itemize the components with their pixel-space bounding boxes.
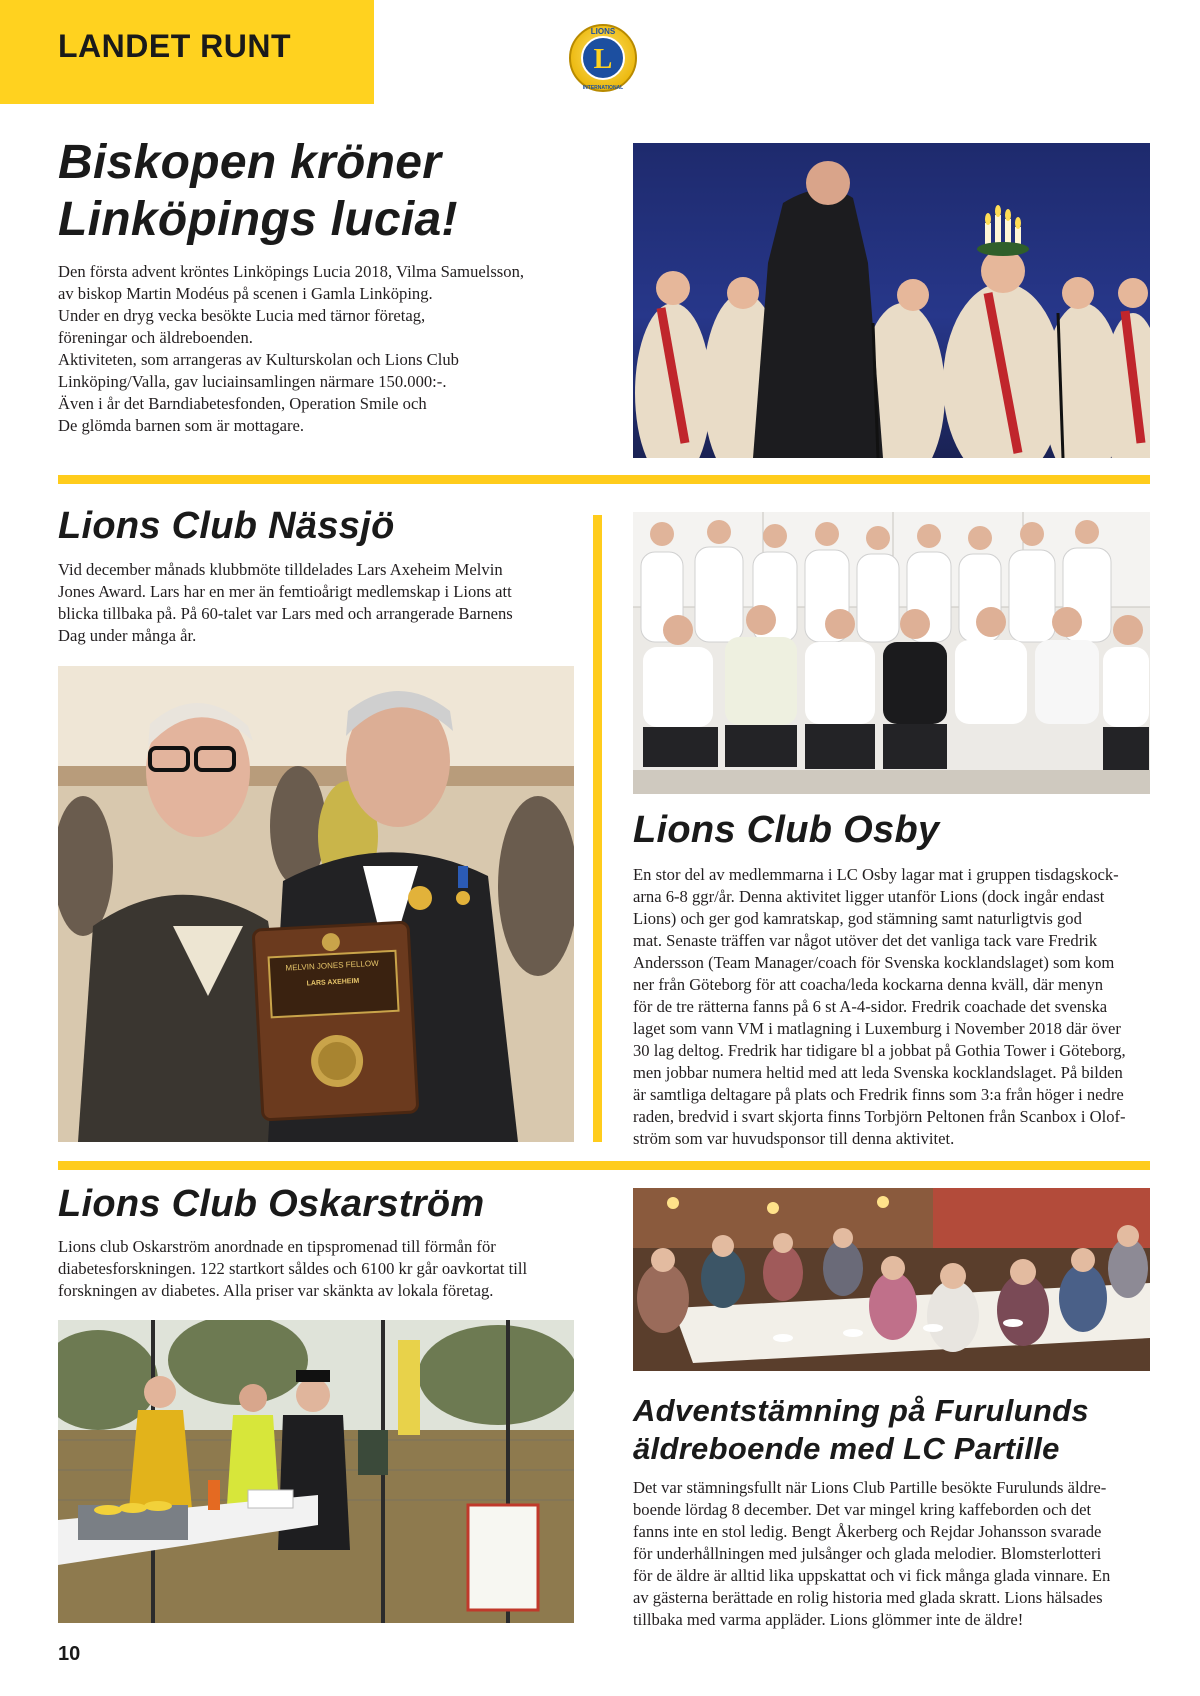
article-title-nassjo: Lions Club Nässjö [58,505,395,547]
lions-logo-icon [565,22,641,94]
svg-text:L: L [593,44,613,75]
article-body-nassjo: Vid december månads klubbmöte tilldelades Lars Axeheim Melvin Jones Award. Lars har en mer än femtioårigt medlemskap i Lions att blicka tillbaka på. På 60-talet var Lars med och arrangerade Barnens Dag under många år. [58,560,513,645]
plaque-name: LARS AXEHEIM [306,977,360,988]
section-label: LANDET RUNT [58,28,292,64]
article-title-oskarstrom: Lions Club Oskarström [58,1183,485,1225]
article-body-oskarstrom: Lions club Oskarström anordnade en tipspromenad till förmån för diabetesforskningen. 122 startkort såldes och 6100 kr går oavkortat till forskningen av diabetes. Alla priser var skänkta av lokala företag. [58,1237,528,1300]
melvin-jones-award-photo [58,666,574,1142]
article-title-lucia: Biskopen kröner Linköpings lucia! [58,136,458,246]
article-title-osby: Lions Club Osby [633,809,940,851]
tipspromenad-photo [58,1320,574,1623]
column-rule [593,515,602,1142]
lucia-crowning-photo [633,143,1150,458]
article-body-lucia: Den första advent kröntes Linköpings Lucia 2018, Vilma Samuelsson, av biskop Martin Modéus på scenen i Gamla Linköping. Under en dryg vecka besökte Lucia med tärnor företag, föreningar och äldreboenden. Aktiviteten, som arrangeras av Kulturskolan och Lions Club Linköping/Valla, gav luciainsamlingen närmare 150.000:-. Även i år det Barndiabetesfonden, Operation Smile och De glömda barnen som är mottagare. [58,262,525,435]
divider-rule [58,1161,1150,1170]
article-body-partille: Det var stämningsfullt när Lions Club Partille besökte Furulunds äldre- boende lördag 8 december. Det var mingel kring kaffeborden och det fanns inte en stol ledig. Bengt Åkerberg och Rejdar Johansson svarade för underhållningen med julsånger och glada melodier. Blomsterlotteri för de äldre är alltid lika uppskattat och vi fick många glada vinnare. En av gästerna berättade en rolig historia med glada skratt. Lions hälsades tillbaka med varma appläder. Lions glömmer inte de äldre! [633,1478,1111,1629]
osby-group-photo [633,512,1150,794]
logo-subtext: INTERNATIONAL [582,85,624,91]
article-body-osby: En stor del av medlemmarna i LC Osby lagar mat i gruppen tisdagskock- arna 6-8 ggr/år. Denna aktivitet ligger utanför Lions (dock ingår endast Lions) och ger god kamratskap, god stämning samt naturligtvis god mat. Senaste träffen var något utöver det det vanliga tack vare Fredrik Andersson (Team Manager/coach för Svenska kocklandslaget) som kom ner från Göteborg för att coacha/leda kockarna denna kväll, där menyn för de tre rätterna fanns på 6 st A-4-sidor. Fredrik coachade det svenska laget som vann VM i matlagning i Luxemburg i November 2018 där över 30 lag deltog. Fredrik har tidigare bl a jobbat på Gothia Tower i Göteborg, men jobbar numera heltid med att leda Svenska kocklandslaget. På bilden är samtliga deltagare på plats och Fredrik finns som 3:a från höger i nedre raden, bredvid i svart skjorta finns Torbjörn Peltonen från Scanbox i Olof- ström som var huvudsponsor till denna aktivitet. [633,865,1126,1148]
divider-rule [58,475,1150,484]
logo-text: LIONS [590,27,616,36]
plaque-title: MELVIN JONES FELLOW [285,958,379,973]
furulund-coffee-photo [633,1188,1150,1371]
page-number: 10 [58,1643,81,1665]
article-title-partille: Adventstämning på Furulunds äldreboende med LC Partille [633,1393,1089,1466]
